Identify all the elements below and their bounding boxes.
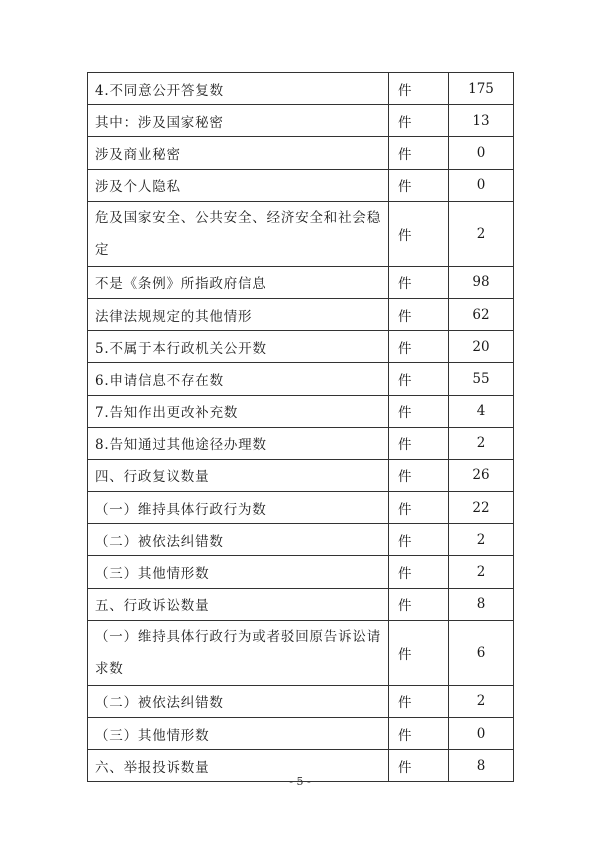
value-cell: 2 bbox=[449, 427, 514, 459]
unit-cell: 件 bbox=[389, 427, 449, 459]
unit-cell: 件 bbox=[389, 137, 449, 169]
item-label: 六、举报投诉数量 bbox=[95, 759, 210, 776]
unit-cell: 件 bbox=[389, 492, 449, 524]
item-cell bbox=[88, 718, 389, 750]
item-label: 8.告知通过其他途径办理数 bbox=[95, 437, 267, 454]
unit-cell: 件 bbox=[389, 331, 449, 363]
value-cell: 0 bbox=[449, 169, 514, 201]
item-cell bbox=[88, 395, 389, 427]
unit-cell: 件 bbox=[389, 201, 449, 266]
unit-cell: 件 bbox=[389, 588, 449, 620]
table-row bbox=[88, 363, 514, 395]
item-cell bbox=[88, 298, 389, 330]
unit-cell: 件 bbox=[389, 298, 449, 330]
item-cell bbox=[88, 556, 389, 588]
item-label: 涉及个人隐私 bbox=[95, 179, 181, 196]
table-row bbox=[88, 556, 514, 588]
item-cell bbox=[88, 620, 389, 685]
unit-cell: 件 bbox=[389, 685, 449, 717]
table-row bbox=[88, 685, 514, 717]
item-label: 四、行政复议数量 bbox=[95, 469, 210, 486]
item-cell bbox=[88, 73, 389, 105]
table-row bbox=[88, 459, 514, 491]
item-label: （三）其他情形数 bbox=[95, 727, 210, 744]
unit-cell: 件 bbox=[389, 556, 449, 588]
value-cell: 20 bbox=[449, 331, 514, 363]
table-row bbox=[88, 427, 514, 459]
value-cell: 2 bbox=[449, 556, 514, 588]
value-cell: 8 bbox=[449, 588, 514, 620]
item-label: 不是《条例》所指政府信息 bbox=[95, 276, 267, 293]
item-cell bbox=[88, 331, 389, 363]
item-label: 其中：涉及国家秘密 bbox=[95, 114, 224, 131]
item-label: （一）维持具体行政行为数 bbox=[95, 501, 267, 518]
value-cell: 2 bbox=[449, 201, 514, 266]
value-cell: 26 bbox=[449, 459, 514, 491]
item-cell bbox=[88, 685, 389, 717]
unit-cell: 件 bbox=[389, 266, 449, 298]
unit-cell: 件 bbox=[389, 363, 449, 395]
item-label: 4.不同意公开答复数 bbox=[95, 82, 224, 99]
value-cell: 6 bbox=[449, 620, 514, 685]
statistics-table-body bbox=[88, 73, 514, 782]
item-label: （一）维持具体行政行为或者驳回原告诉讼请求数 bbox=[95, 628, 381, 677]
table-row bbox=[88, 266, 514, 298]
value-cell: 2 bbox=[449, 524, 514, 556]
item-label: 法律法规规定的其他情形 bbox=[95, 308, 253, 325]
table-row bbox=[88, 298, 514, 330]
value-cell: 8 bbox=[449, 750, 514, 782]
table-row bbox=[88, 73, 514, 105]
table-row bbox=[88, 331, 514, 363]
item-cell bbox=[88, 105, 389, 137]
value-cell: 0 bbox=[449, 137, 514, 169]
table-row bbox=[88, 395, 514, 427]
item-cell bbox=[88, 588, 389, 620]
unit-cell: 件 bbox=[389, 524, 449, 556]
table-row bbox=[88, 588, 514, 620]
unit-cell: 件 bbox=[389, 73, 449, 105]
table-row bbox=[88, 105, 514, 137]
value-cell: 22 bbox=[449, 492, 514, 524]
unit-cell: 件 bbox=[389, 620, 449, 685]
value-cell: 0 bbox=[449, 718, 514, 750]
item-cell bbox=[88, 427, 389, 459]
item-label: （三）其他情形数 bbox=[95, 566, 210, 583]
item-label: 涉及商业秘密 bbox=[95, 146, 181, 163]
unit-cell: 件 bbox=[389, 105, 449, 137]
item-cell bbox=[88, 137, 389, 169]
value-cell: 55 bbox=[449, 363, 514, 395]
value-cell: 13 bbox=[449, 105, 514, 137]
item-label: 危及国家安全、公共安全、经济安全和社会稳定 bbox=[95, 209, 381, 258]
item-cell bbox=[88, 363, 389, 395]
item-label: （二）被依法纠错数 bbox=[95, 695, 224, 712]
unit-cell: 件 bbox=[389, 718, 449, 750]
page-number: - 5 - bbox=[289, 775, 311, 788]
table-row bbox=[88, 169, 514, 201]
unit-cell: 件 bbox=[389, 459, 449, 491]
item-cell bbox=[88, 201, 389, 266]
item-label: 5.不属于本行政机关公开数 bbox=[95, 340, 267, 357]
value-cell: 175 bbox=[449, 73, 514, 105]
table-row bbox=[88, 718, 514, 750]
item-label: （二）被依法纠错数 bbox=[95, 533, 224, 550]
table-row bbox=[88, 524, 514, 556]
item-label: 6.申请信息不存在数 bbox=[95, 372, 224, 389]
table-row bbox=[88, 137, 514, 169]
value-cell: 62 bbox=[449, 298, 514, 330]
table-row bbox=[88, 620, 514, 685]
item-cell bbox=[88, 266, 389, 298]
item-label: 五、行政诉讼数量 bbox=[95, 598, 210, 615]
table-row bbox=[88, 492, 514, 524]
value-cell: 4 bbox=[449, 395, 514, 427]
item-cell bbox=[88, 492, 389, 524]
item-cell bbox=[88, 524, 389, 556]
unit-cell: 件 bbox=[389, 395, 449, 427]
table-row bbox=[88, 201, 514, 266]
item-cell bbox=[88, 169, 389, 201]
unit-cell: 件 bbox=[389, 169, 449, 201]
unit-cell: 件 bbox=[389, 750, 449, 782]
value-cell: 98 bbox=[449, 266, 514, 298]
statistics-table bbox=[87, 72, 514, 782]
value-cell: 2 bbox=[449, 685, 514, 717]
item-label: 7.告知作出更改补充数 bbox=[95, 405, 239, 422]
item-cell bbox=[88, 459, 389, 491]
